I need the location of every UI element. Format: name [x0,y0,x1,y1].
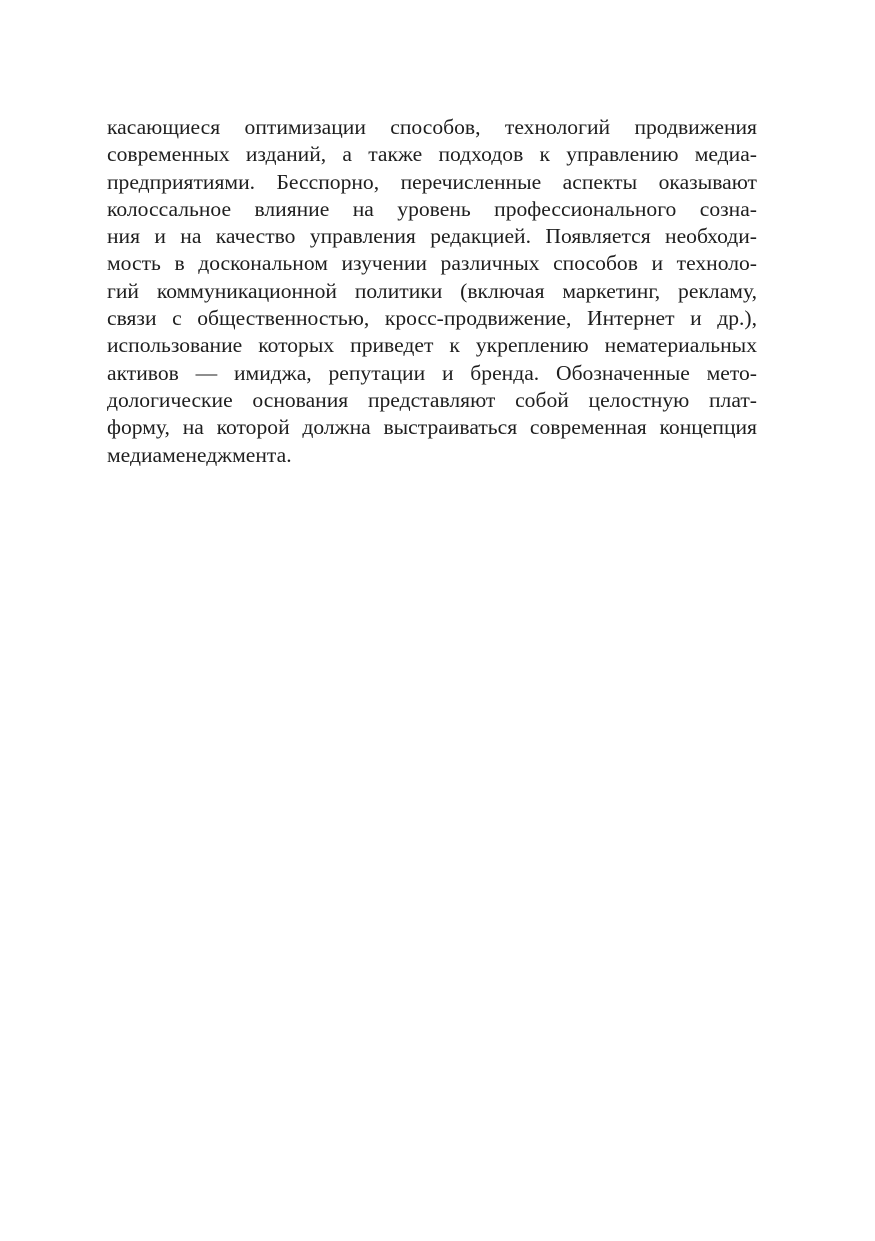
paragraph-line: активов — имиджа, репутации и бренда. Обозначенные мето- [107,360,757,385]
paragraph-line: колоссальное влияние на уровень профессионального созна- [107,196,757,221]
paragraph-line: форму, на которой должна выстраиваться современная концепция [107,415,757,440]
paragraph-line: использование которых приведет к укреплению нематериальных [107,333,757,358]
paragraph-line: связи с общественностью, кросс-продвижение, Интернет и др.), [107,306,757,331]
paragraph-line: современных изданий, а также подходов к управлению медиа- [107,142,757,167]
paragraph-line: ния и на качество управления редакцией. Появляется необходи- [107,224,757,249]
paragraph-line: дологические основания представляют собой целостную плат- [107,387,757,412]
paragraph-line: мость в доскональном изучении различных способов и техноло- [107,251,757,276]
paragraph-line: гий коммуникационной политики (включая маркетинг, рекламу, [107,278,757,303]
body-paragraph [107,114,757,469]
paragraph-line: медиаменеджмента. [107,442,292,467]
paragraph-line: предприятиями. Бесспорно, перечисленные аспекты оказывают [107,169,757,194]
paragraph-line: касающиеся оптимизации способов, технологий продвижения [107,115,757,139]
